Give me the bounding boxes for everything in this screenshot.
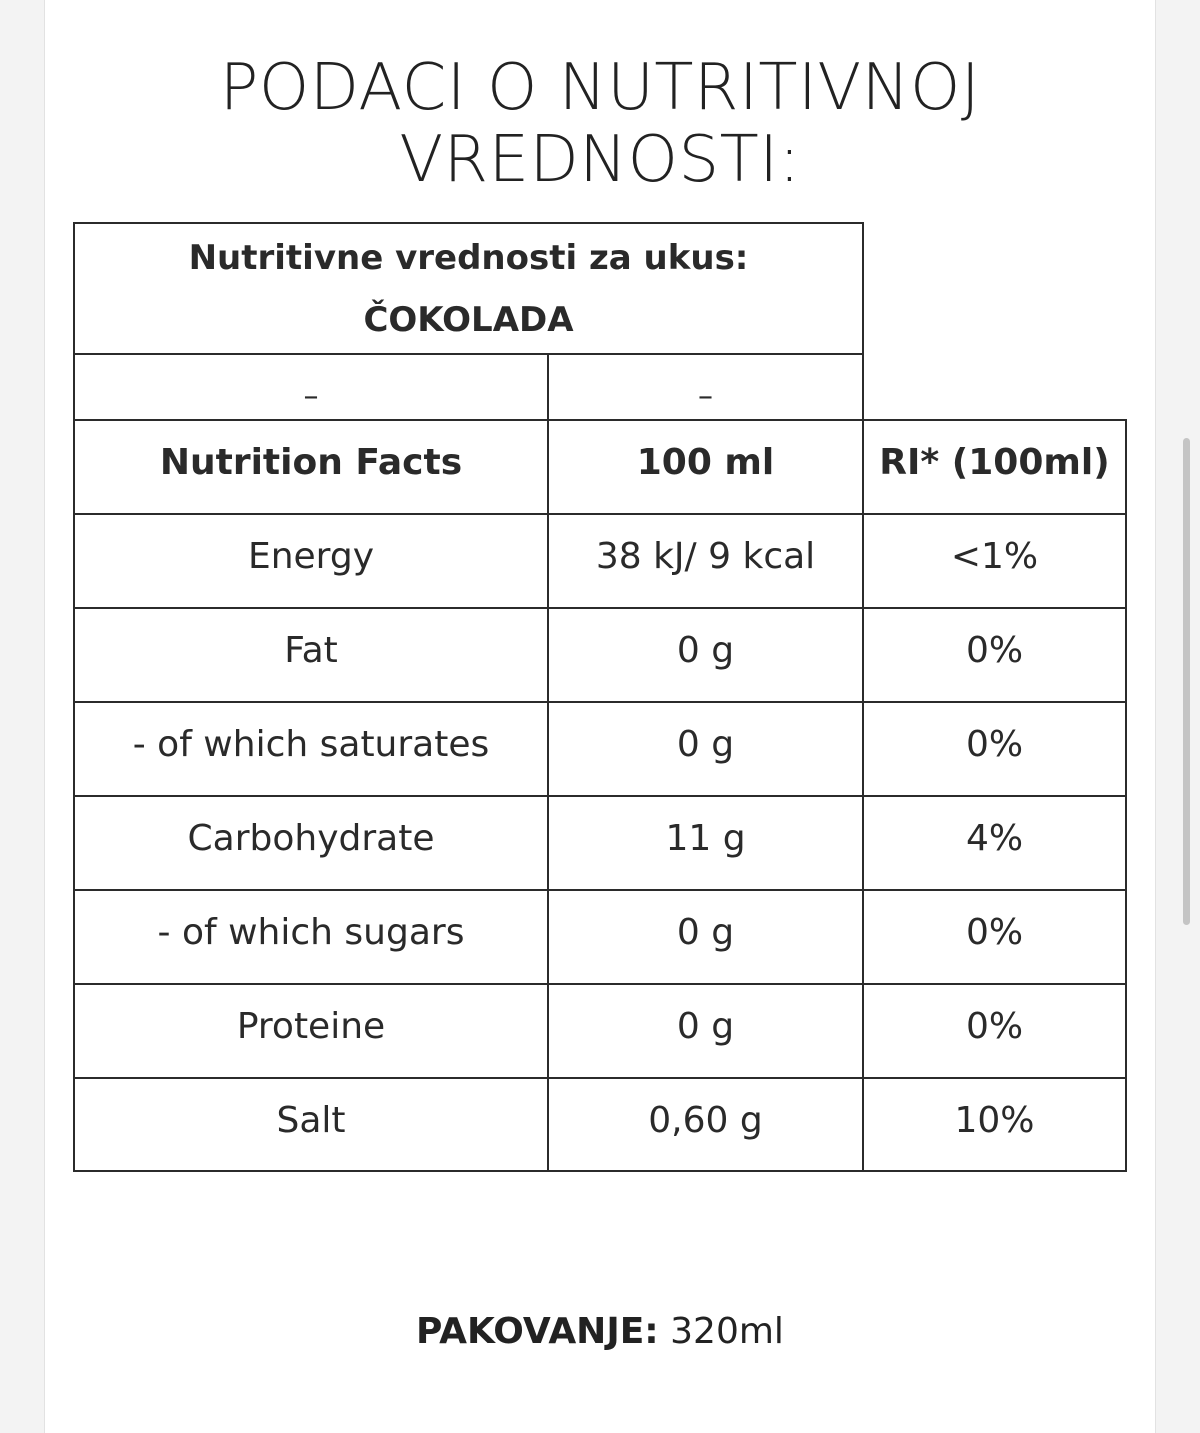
table-caption-flavor: ČOKOLADA <box>363 299 574 340</box>
ri-value: <1% <box>950 536 1039 577</box>
nutrient-label: Fat <box>284 630 338 671</box>
ri-value: 0% <box>965 724 1024 765</box>
table-cell-ri <box>862 1077 1127 1172</box>
dash-text: – <box>698 379 713 414</box>
ri-value: 4% <box>965 818 1024 859</box>
table-cell-amount <box>547 889 864 985</box>
table-cell-ri <box>862 701 1127 797</box>
table-caption <box>73 222 864 355</box>
table-cell-amount <box>547 701 864 797</box>
amount-value: 0 g <box>676 1006 735 1047</box>
table-cell-ri <box>862 889 1127 985</box>
table-cell-ri <box>862 983 1127 1079</box>
header-label: RI* (100ml) <box>879 442 1110 483</box>
table-cell-amount <box>547 1077 864 1172</box>
ri-value: 0% <box>965 630 1024 671</box>
dash-cell-left <box>73 353 549 421</box>
ri-value: 0% <box>965 912 1024 953</box>
table-cell-ri <box>862 795 1127 891</box>
table-cell-nutrient <box>73 701 549 797</box>
ri-value: 10% <box>954 1100 1035 1141</box>
amount-value: 11 g <box>665 818 746 859</box>
nutrient-label: - of which sugars <box>157 912 465 953</box>
table-cell-ri <box>862 607 1127 703</box>
table-caption-line-1: Nutritivne vrednosti za ukus: <box>188 237 749 278</box>
header-label: 100 ml <box>636 442 775 483</box>
ri-value: 0% <box>965 1006 1024 1047</box>
table-cell-amount <box>547 983 864 1079</box>
table-cell-nutrient <box>73 513 549 609</box>
dash-cell-middle <box>547 353 864 421</box>
header-ri <box>862 419 1127 515</box>
table-cell-nutrient <box>73 795 549 891</box>
page-title-line-1: PODACI O NUTRITIVNOJ <box>219 51 981 125</box>
amount-value: 0 g <box>676 912 735 953</box>
table-cell-ri <box>862 513 1127 609</box>
header-label: Nutrition Facts <box>159 442 463 483</box>
nutrient-label: Carbohydrate <box>187 818 435 859</box>
header-per-100ml <box>547 419 864 515</box>
header-nutrition-facts <box>73 419 549 515</box>
table-cell-amount <box>547 513 864 609</box>
scrollbar-thumb[interactable] <box>1183 438 1190 925</box>
packaging-value: 320ml <box>658 1311 784 1352</box>
page-title-line-2: VREDNOSTI: <box>399 123 801 197</box>
amount-value: 0 g <box>676 630 735 671</box>
nutrient-label: Proteine <box>236 1006 386 1047</box>
table-cell-nutrient <box>73 607 549 703</box>
amount-value: 0 g <box>676 724 735 765</box>
nutrient-label: Energy <box>247 536 375 577</box>
table-cell-amount <box>547 607 864 703</box>
table-cell-nutrient <box>73 983 549 1079</box>
amount-value: 0,60 g <box>648 1100 763 1141</box>
table-cell-nutrient <box>73 889 549 985</box>
packaging-info <box>0 1308 1200 1356</box>
table-cell-nutrient <box>73 1077 549 1172</box>
amount-value: 38 kJ/ 9 kcal <box>595 536 816 577</box>
dash-text: – <box>303 379 319 414</box>
nutrient-label: Salt <box>276 1100 346 1141</box>
table-cell-amount <box>547 795 864 891</box>
nutrient-label: - of which saturates <box>132 724 490 765</box>
page-title <box>0 52 1200 196</box>
packaging-label: PAKOVANJE: <box>416 1311 659 1352</box>
